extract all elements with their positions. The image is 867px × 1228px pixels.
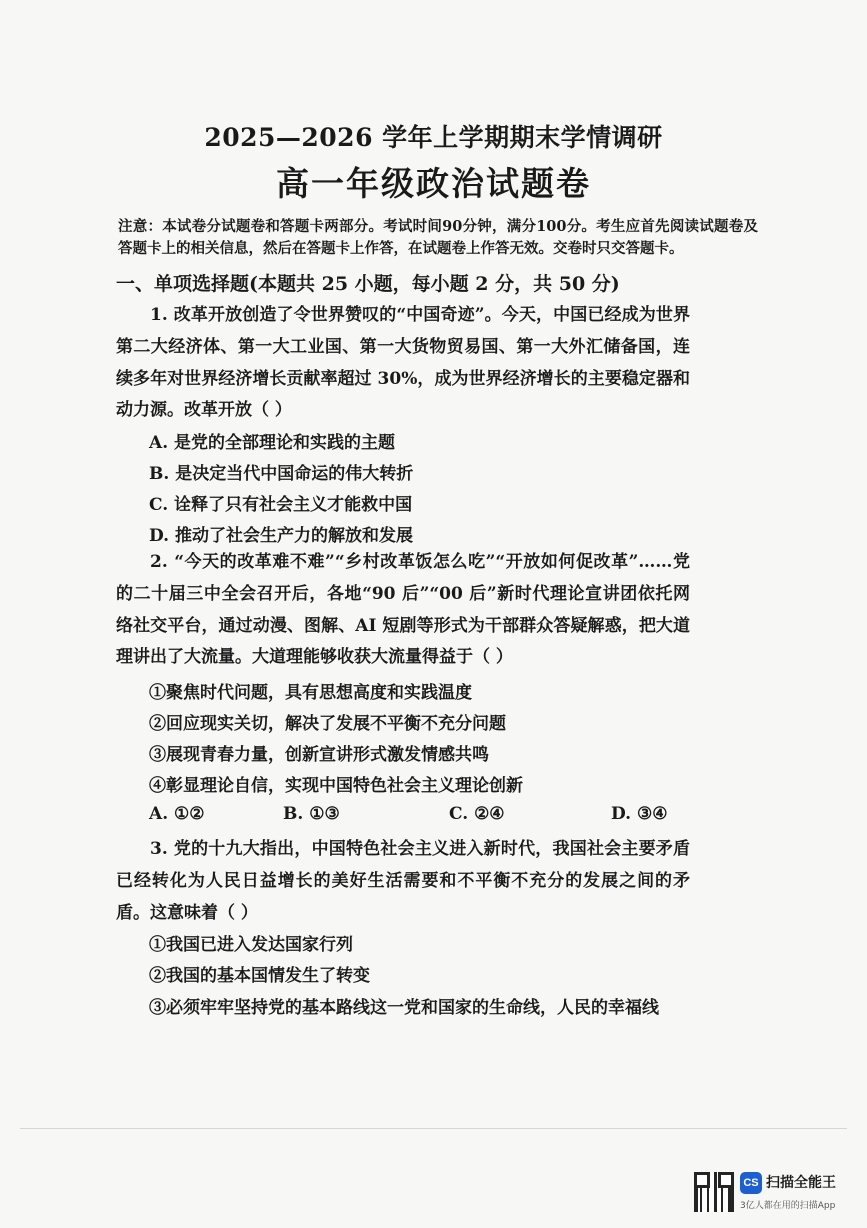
option-b: B. 是决定当代中国命运的伟大转折 <box>149 464 414 484</box>
statement-1: ①聚焦时代问题，具有思想高度和实践温度 <box>149 683 472 703</box>
section-heading: 一、单项选择题(本题共 25 小题，每小题 2 分，共 50 分) <box>116 273 620 295</box>
qr-code-icon <box>694 1172 734 1212</box>
statement-3: ③展现青春力量，创新宣讲形式激发情感共鸣 <box>149 745 489 765</box>
option-a: A. ①② <box>149 804 205 824</box>
question-2 <box>116 547 690 674</box>
question-1 <box>116 300 690 427</box>
statement-4: ④彰显理论自信，实现中国特色社会主义理论创新 <box>149 776 523 796</box>
question-3 <box>116 834 690 929</box>
question-stem: 2. “今天的改革难不难”“乡村改革饭怎么吃”“开放如何促改革”……党的二十届三中全会召开后，各地“90 后”“00 后”新时代理论宣讲团依托网络社交平台，通过动漫、图解、AI 短剧等形式为干部群众答疑解惑，把大道理讲出了大流量。大道理能够收获大流量得益于（ ） <box>116 552 690 668</box>
exam-subtitle: 高一年级政治试题卷 <box>276 164 591 203</box>
watermark-brand: 扫描全能王 <box>766 1175 836 1191</box>
option-a: A. 是党的全部理论和实践的主题 <box>149 433 396 453</box>
page-bottom-rule <box>20 1128 847 1129</box>
option-b: B. ①③ <box>283 804 340 824</box>
statement-2: ②回应现实关切，解决了发展不平衡不充分问题 <box>149 714 506 734</box>
camscanner-logo-icon: CS <box>740 1172 762 1194</box>
option-d: D. ③④ <box>611 804 668 824</box>
exam-notice: 注意：本试卷分试题卷和答题卡两部分。考试时间90分钟，满分100分。考生应首先阅读试题卷及答题卡上的相关信息，然后在答题卡上作答，在试题卷上作答无效。交卷时只交答题卡。 <box>118 218 758 257</box>
question-stem: 3. 党的十九大指出，中国特色社会主义进入新时代，我国社会主要矛盾已经转化为人民日益增长的美好生活需要和不平衡不充分的发展之间的矛盾。这意味着（ ） <box>116 839 690 923</box>
scanner-watermark <box>694 1168 854 1216</box>
statement-1: ①我国已进入发达国家行列 <box>149 935 353 955</box>
question-stem: 1. 改革开放创造了令世界赞叹的“中国奇迹”。今天，中国已经成为世界第二大经济体、第一大工业国、第一大货物贸易国、第一大外汇储备国，连续多年对世界经济增长贡献率超过 30%，成为世界经济增长的主要稳定器和动力源。改革开放（ ） <box>116 305 690 421</box>
option-d: D. 推动了社会生产力的解放和发展 <box>149 526 413 546</box>
exam-title: 2025—2026 学年上学期期末学情调研 <box>204 123 663 152</box>
option-c: C. 诠释了只有社会主义才能救中国 <box>149 495 413 515</box>
statement-2: ②我国的基本国情发生了转变 <box>149 966 370 986</box>
statement-3: ③必须牢牢坚持党的基本路线这一党和国家的生命线，人民的幸福线 <box>149 998 659 1018</box>
option-c: C. ②④ <box>449 804 505 824</box>
watermark-slogan: 3亿人都在用的扫描App <box>740 1201 836 1211</box>
